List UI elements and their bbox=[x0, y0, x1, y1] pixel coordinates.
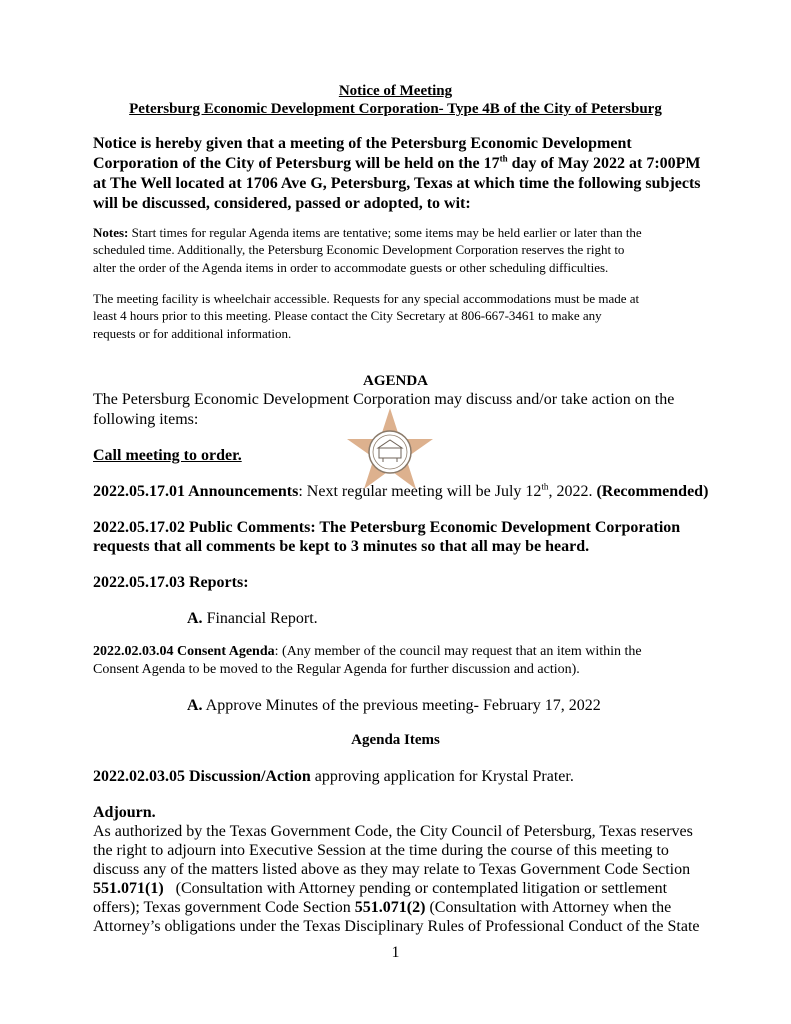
adjourn-line: the right to adjourn into Executive Session at the time during the course of this meeting to bbox=[93, 842, 669, 859]
notes-line: Notes: Start times for regular Agenda items are tentative; some items may be held earlier or later than the bbox=[93, 225, 642, 240]
agenda-intro-line: The Petersburg Economic Development Corporation may discuss and/or take action on the bbox=[93, 391, 675, 408]
notes-label: Notes: bbox=[93, 225, 129, 240]
notes-line: alter the order of the Agenda items in order to accommodate guests or other scheduling difficulties. bbox=[93, 260, 609, 275]
facility-line: least 4 hours prior to this meeting. Please contact the City Secretary at 806-667-3461 to make any bbox=[93, 308, 602, 323]
agenda-item-consent: 2022.02.03.04 Consent Agenda: (Any member of the council may request that an item within the bbox=[93, 644, 642, 659]
adjourn-heading: Adjourn. bbox=[93, 804, 156, 821]
notice-line: will be discussed, considered, passed or adopted, to wit: bbox=[93, 195, 471, 212]
adjourn-line: offers); Texas government Code Section 551.071(2) (Consultation with Attorney when the bbox=[93, 899, 672, 916]
adjourn-line: 551.071(1) (Consultation with Attorney pending or contemplated litigation or settlement bbox=[93, 880, 668, 897]
notes-line: scheduled time. Additionally, the Petersburg Economic Development Corporation reserves the right to bbox=[93, 242, 625, 257]
facility-line: requests or for additional information. bbox=[93, 326, 292, 341]
notice-line: Corporation of the City of Petersburg will be held on the 17th day of May 2022 at 7:00PM bbox=[93, 153, 701, 172]
page-title: Notice of Meeting bbox=[338, 83, 453, 99]
agenda-item-reports: 2022.05.17.03 Reports: bbox=[93, 574, 249, 591]
call-to-order: Call meeting to order. bbox=[93, 447, 242, 464]
agenda-item-public-comments: 2022.05.17.02 Public Comments: The Petersburg Economic Development Corporation bbox=[93, 519, 681, 536]
page-number: 1 bbox=[391, 944, 400, 961]
reports-subitem: A. Financial Report. bbox=[187, 610, 318, 627]
agenda-item-announcements: 2022.05.17.01 Announcements: Next regular meeting will be July 12th, 2022. (Recommended) bbox=[93, 481, 709, 500]
agenda-item-discussion: 2022.02.03.05 Discussion/Action approving application for Krystal Prater. bbox=[93, 768, 574, 785]
agenda-item-consent-cont: Consent Agenda to be moved to the Regular Agenda for further discussion and action). bbox=[93, 662, 580, 677]
agenda-heading: AGENDA bbox=[362, 373, 428, 389]
facility-line: The meeting facility is wheelchair accessible. Requests for any special accommodations must be made at bbox=[93, 291, 640, 306]
adjourn-line: As authorized by the Texas Government Code, the City Council of Petersburg, Texas reserves bbox=[93, 823, 693, 840]
adjourn-line: discuss any of the matters listed above as they may relate to Texas Government Code Section bbox=[93, 861, 691, 878]
adjourn-line: Attorney’s obligations under the Texas Disciplinary Rules of Professional Conduct of the State bbox=[93, 918, 700, 935]
page-subtitle: Petersburg Economic Development Corporation- Type 4B of the City of Petersburg bbox=[129, 101, 662, 117]
notice-line: at The Well located at 1706 Ave G, Petersburg, Texas at which time the following subjects bbox=[93, 175, 701, 192]
agenda-item-public-comments-cont: requests that all comments be kept to 3 minutes so that all may be heard. bbox=[93, 538, 590, 555]
consent-subitem: A. Approve Minutes of the previous meeting- February 17, 2022 bbox=[187, 697, 601, 714]
agenda-intro-line: following items: bbox=[93, 411, 199, 428]
notice-line: Notice is hereby given that a meeting of the Petersburg Economic Development bbox=[93, 135, 632, 152]
star-seal-icon bbox=[345, 406, 435, 491]
agenda-items-heading: Agenda Items bbox=[351, 732, 440, 748]
